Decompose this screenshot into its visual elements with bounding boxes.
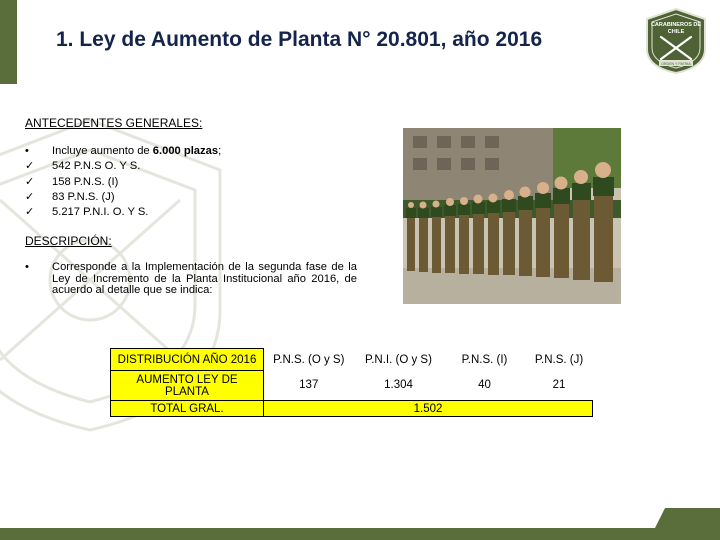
descripcion-body	[25, 262, 357, 297]
cell-pns-oys: 137	[299, 379, 319, 392]
checkmark-icon: ✓	[25, 190, 35, 203]
table-row	[111, 371, 593, 401]
antecedentes-list	[25, 144, 221, 220]
carabineros-logo	[643, 7, 709, 75]
row-label-aumento: AUMENTO LEY DE PLANTA	[111, 371, 264, 401]
parade-photo	[403, 128, 621, 304]
header-pni-oys: P.N.I. (O y S)	[365, 353, 432, 366]
header-pns-i: P.N.S. (I)	[461, 353, 508, 366]
page-title: 1. Ley de Aumento de Planta N° 20.801, año 2016	[56, 28, 543, 51]
bullet-icon: •	[25, 145, 29, 157]
header-distribucion: DISTRIBUCIÓN AÑO 2016	[111, 349, 264, 371]
total-label: TOTAL GRAL.	[111, 401, 264, 417]
total-value: 1.502	[264, 401, 593, 417]
antecedentes-heading: ANTECEDENTES GENERALES:	[25, 116, 203, 130]
svg-text:ORDEN Y PATRIA: ORDEN Y PATRIA	[661, 61, 691, 66]
checkmark-icon: ✓	[25, 175, 35, 188]
cell-pns-i: 40	[478, 379, 491, 392]
bottom-corner-accent	[655, 508, 720, 528]
header-pns-oys: P.N.S. (O y S)	[273, 353, 345, 366]
checkmark-icon: ✓	[25, 160, 35, 173]
list-item: • Incluye aumento de 6.000 plazas;	[25, 144, 221, 159]
list-item: ✓ 542 P.N.S O. Y S.	[25, 159, 221, 174]
bottom-accent-bar	[0, 528, 720, 540]
cell-pni-oys: 1.304	[384, 379, 413, 392]
list-item: ✓ 83 P.N.S. (J)	[25, 190, 221, 205]
cell-pns-j: 21	[552, 379, 566, 392]
left-accent-bar	[0, 0, 17, 84]
descripcion-heading: DESCRIPCIÓN:	[25, 234, 112, 248]
checkmark-icon: ✓	[25, 206, 35, 219]
table-total-row	[111, 401, 593, 417]
list-item: ✓ 5.217 P.N.I. O. Y S.	[25, 205, 221, 220]
plazas-count: 6.000 plazas	[152, 145, 219, 157]
distribution-table	[110, 348, 593, 417]
list-item: ✓ 158 P.N.S. (I)	[25, 175, 221, 190]
svg-text:CHILE: CHILE	[667, 29, 685, 35]
bullet-icon: •	[25, 261, 29, 273]
table-header-row	[111, 349, 593, 371]
header-pns-j: P.N.S. (J)	[534, 353, 584, 366]
descripcion-text: Corresponde a la Implementación de la segunda fase de la Ley de Incremento de la Planta Institucional año 2016, de acuerdo al detalle que se indica:	[52, 261, 357, 296]
svg-text:CARABINEROS DE: CARABINEROS DE	[650, 22, 702, 28]
